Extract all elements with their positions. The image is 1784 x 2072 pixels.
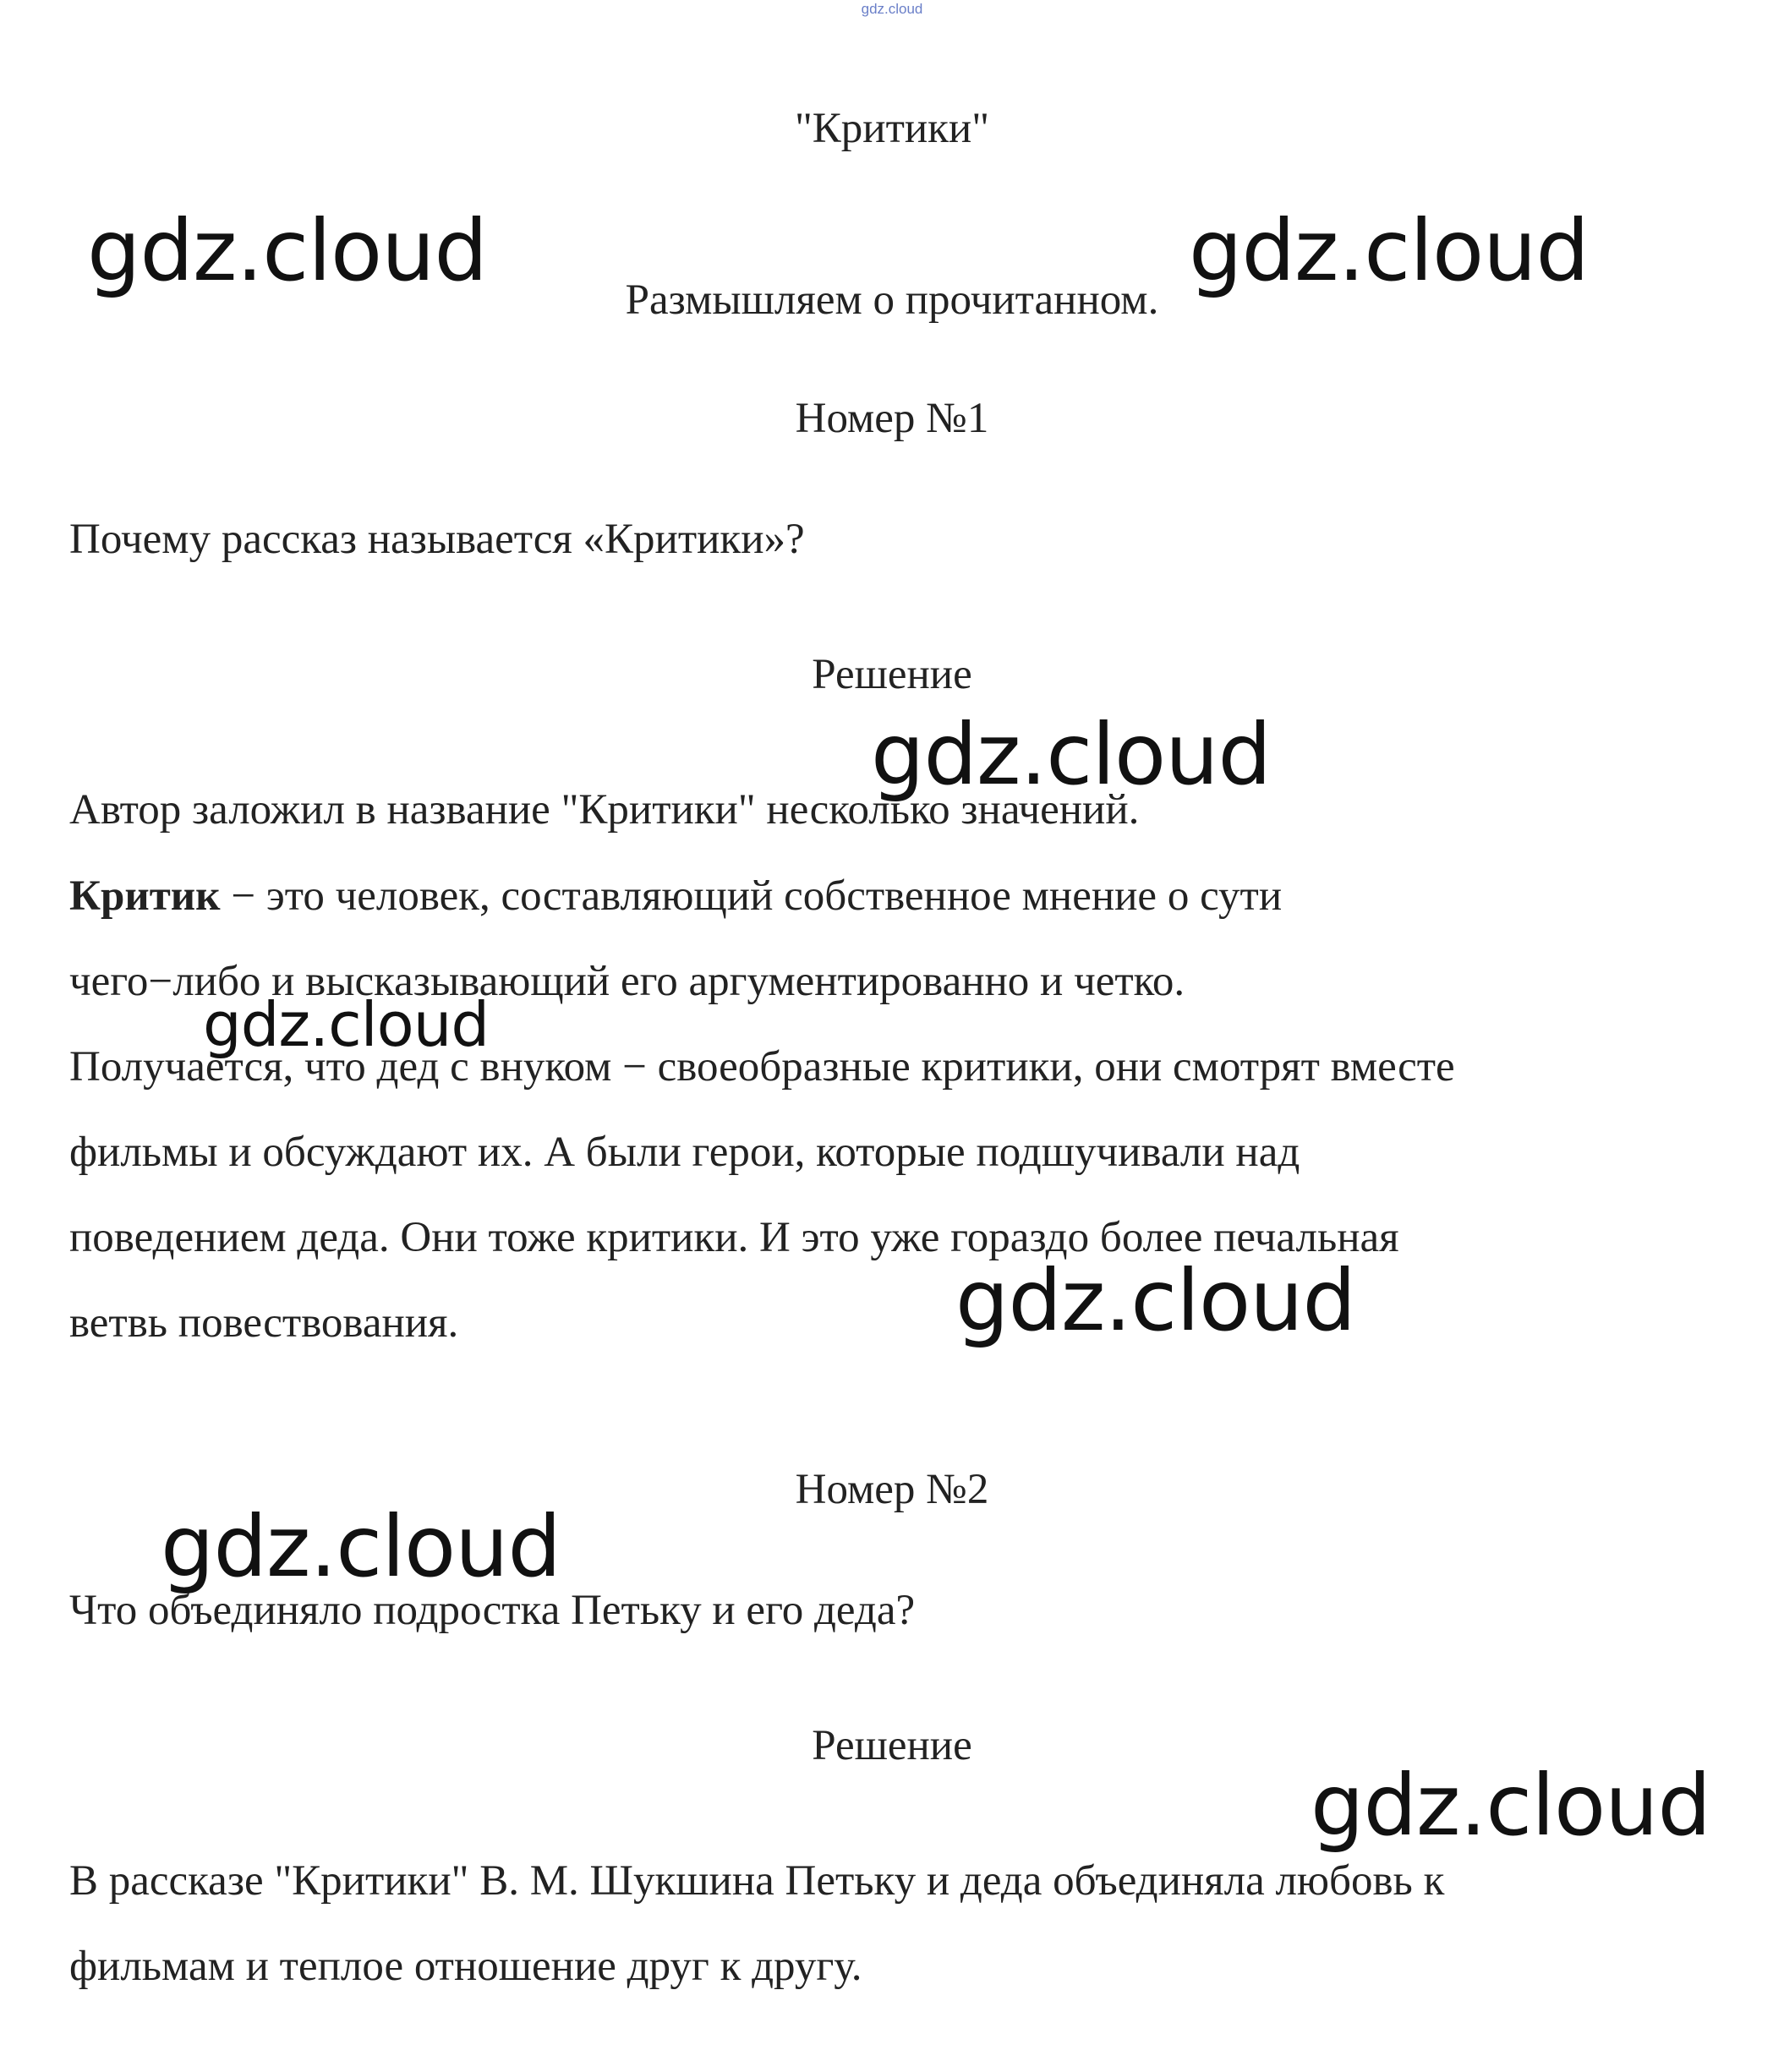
section-subtitle: Размышляем о прочитанном. (625, 276, 1159, 324)
task-2-solution-label: Решение (812, 1722, 972, 1769)
task-1-question: Почему рассказ называется «Критики»? (69, 516, 805, 563)
task-1-answer-line-7: ветвь повествования. (69, 1299, 459, 1347)
watermark: gdz.cloud (1189, 201, 1590, 300)
task-2-answer-line-1: В рассказе "Критики" В. М. Шукшина Петьку и деда объединяла любовь к (69, 1857, 1445, 1905)
watermark: gdz.cloud (1311, 1756, 1711, 1855)
task-1-answer-line-1: Автор заложил в название "Критики" несколько значений. (69, 786, 1140, 834)
task-1-answer-line-5: фильмы и обсуждают их. А были герои, которые подшучивали над (69, 1129, 1300, 1176)
task-2-answer-line-2: фильмам и теплое отношение друг к другу. (69, 1943, 862, 1990)
watermark: gdz.cloud (871, 705, 1272, 804)
site-mark: gdz.cloud (861, 1, 923, 17)
document-title: "Критики" (794, 105, 990, 152)
task-1-answer-line-3: чего−либо и высказывающий его аргументированно и четко. (69, 958, 1185, 1005)
task-2-number: Номер №2 (795, 1466, 989, 1513)
task-1-answer-line-6: поведением деда. Они тоже критики. И это уже гораздо более печальная (69, 1214, 1399, 1261)
watermark: gdz.cloud (87, 201, 488, 300)
task-1-answer-line-2 (69, 871, 1282, 921)
task-1-number: Номер №1 (795, 395, 989, 442)
answer-definition: − это человек, составляющий собственное мнение о сути (220, 872, 1283, 920)
watermark: gdz.cloud (955, 1251, 1356, 1350)
watermark: gdz.cloud (203, 989, 490, 1060)
task-1-solution-label: Решение (812, 651, 972, 698)
task-2-question: Что объединяло подростка Петьку и его деда? (69, 1587, 916, 1634)
answer-term: Критик (69, 872, 221, 920)
watermark: gdz.cloud (161, 1497, 561, 1596)
task-1-answer-line-4: Получается, что дед с внуком − своеобразные критики, они смотрят вместе (69, 1043, 1455, 1091)
